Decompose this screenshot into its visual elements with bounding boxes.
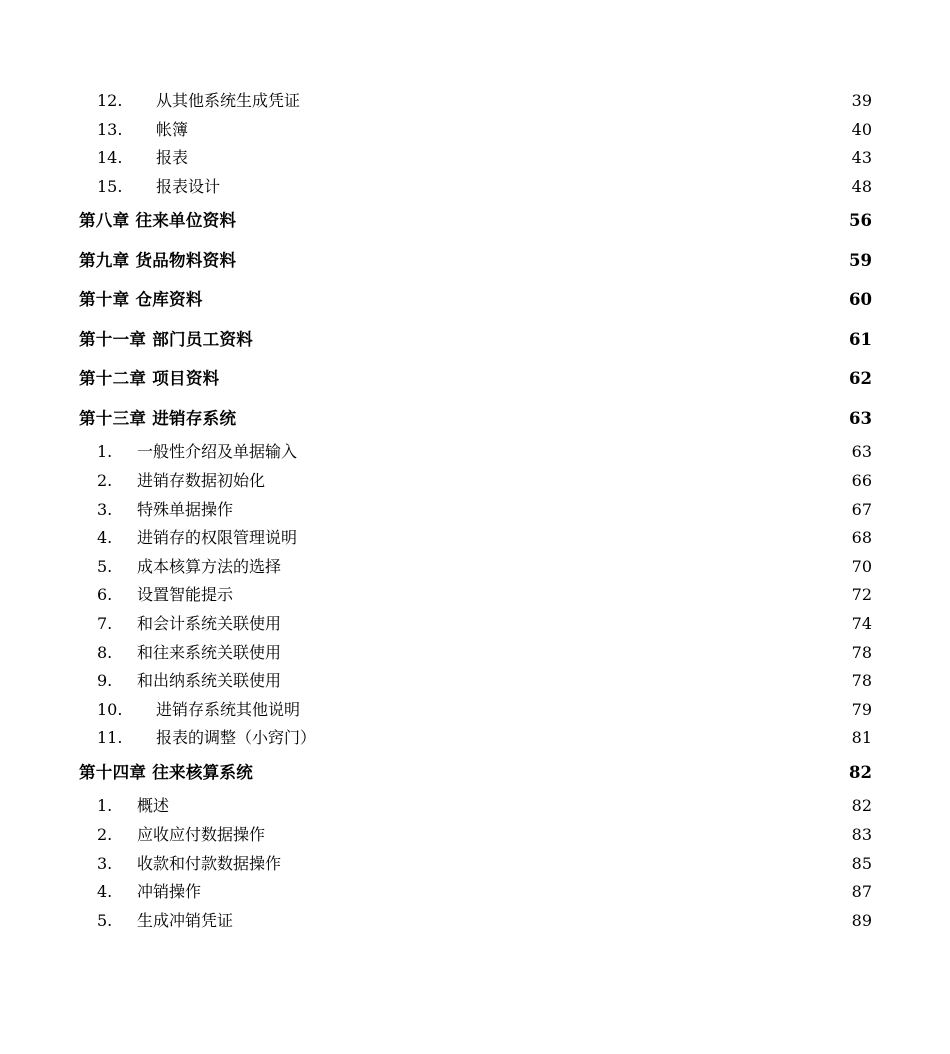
toc-entry-title: 收款和付款数据操作 (137, 853, 282, 873)
toc-entry-number: 4. (97, 882, 113, 902)
toc-chapter-page: 82 (849, 762, 872, 782)
toc-entry-number: 14. (97, 148, 123, 168)
toc-chapter-title: 第八章 往来单位资料 (79, 211, 237, 231)
toc-entry-title: 应收应付数据操作 (137, 825, 266, 844)
toc-entry[interactable] (79, 667, 872, 696)
toc-entry-title: 进销存数据初始化 (137, 470, 266, 490)
toc-chapter-entry[interactable] (79, 359, 872, 399)
table-of-contents (79, 87, 872, 935)
toc-entry[interactable] (79, 878, 872, 907)
toc-chapter-entry[interactable] (79, 753, 872, 793)
toc-chapter-entry[interactable] (79, 280, 872, 320)
toc-entry-title: 从其他系统生成凭证 (156, 91, 301, 110)
toc-entry[interactable] (79, 553, 872, 582)
toc-entry-number: 15. (97, 176, 123, 196)
toc-entry-page: 81 (851, 728, 872, 748)
toc-entry-number: 13. (97, 119, 123, 139)
toc-chapter-title: 第十章 仓库资料 (79, 290, 203, 310)
toc-entry[interactable] (79, 87, 872, 116)
toc-entry-title: 成本核算方法的选择 (137, 556, 282, 576)
toc-entry-number: 4. (97, 528, 113, 548)
toc-entry-title: 生成冲销凭证 (137, 910, 234, 930)
toc-chapter-title: 第十一章 部门员工资料 (79, 329, 254, 349)
toc-entry-number: 7. (97, 613, 113, 633)
toc-entry[interactable] (79, 467, 872, 496)
toc-entry-number: 3. (97, 499, 113, 519)
toc-entry-title: 和出纳系统关联使用 (137, 671, 282, 691)
toc-entry-number: 2. (97, 470, 113, 490)
toc-entry-number: 2. (97, 825, 113, 844)
toc-entry-page: 74 (851, 613, 872, 633)
toc-entry[interactable] (79, 524, 872, 553)
toc-entry-number: 6. (97, 585, 113, 605)
toc-entry-page: 66 (851, 470, 872, 490)
toc-entry-number: 5. (97, 910, 113, 930)
toc-entry-number: 10. (97, 699, 123, 719)
toc-chapter-entry[interactable] (79, 241, 872, 281)
toc-entry-number: 5. (97, 556, 113, 576)
toc-entry-page: 87 (851, 882, 872, 902)
toc-chapter-page: 63 (849, 408, 872, 428)
toc-entry-title: 进销存的权限管理说明 (137, 528, 298, 548)
toc-entry-page: 72 (851, 585, 872, 605)
toc-entry[interactable] (79, 696, 872, 725)
toc-entry-page: 85 (851, 853, 872, 873)
toc-entry[interactable] (79, 792, 872, 821)
toc-entry-number: 1. (97, 442, 113, 462)
toc-entry-title: 一般性介绍及单据输入 (137, 442, 298, 462)
toc-entry-title: 帐簿 (156, 119, 189, 139)
toc-entry-number: 8. (97, 642, 113, 662)
toc-entry-page: 78 (851, 671, 872, 691)
toc-entry-number: 9. (97, 671, 113, 691)
toc-entry-page: 68 (851, 528, 872, 548)
toc-entry-page: 40 (851, 119, 872, 139)
toc-entry[interactable] (79, 116, 872, 145)
toc-entry[interactable] (79, 581, 872, 610)
toc-entry[interactable] (79, 173, 872, 202)
toc-entry-title: 报表的调整（小窍门） (156, 728, 317, 748)
toc-chapter-title: 第十三章 进销存系统 (79, 408, 237, 428)
toc-entry-page: 67 (851, 499, 872, 519)
toc-entry-title: 和会计系统关联使用 (137, 613, 282, 633)
toc-entry-number: 12. (97, 91, 123, 110)
toc-chapter-entry[interactable] (79, 201, 872, 241)
toc-entry-page: 43 (851, 148, 872, 168)
toc-chapter-entry[interactable] (79, 399, 872, 439)
toc-entry-page: 70 (851, 556, 872, 576)
toc-entry-title: 冲销操作 (137, 882, 202, 902)
toc-entry-number: 3. (97, 853, 113, 873)
toc-entry[interactable] (79, 850, 872, 879)
toc-entry-page: 82 (851, 796, 872, 816)
toc-chapter-page: 61 (849, 329, 872, 349)
toc-entry-number: 1. (97, 796, 113, 816)
toc-entry-title: 设置智能提示 (137, 585, 234, 605)
toc-entry-page: 79 (851, 699, 872, 719)
toc-entry-page: 63 (851, 442, 872, 462)
toc-chapter-entry[interactable] (79, 320, 872, 360)
toc-entry[interactable] (79, 724, 872, 753)
toc-entry[interactable] (79, 610, 872, 639)
toc-entry-title: 和往来系统关联使用 (137, 642, 282, 662)
toc-entry-title: 特殊单据操作 (137, 499, 234, 519)
toc-entry-page: 48 (851, 176, 872, 196)
toc-entry-page: 83 (851, 825, 872, 844)
toc-chapter-title: 第十二章 项目资料 (79, 369, 220, 389)
toc-entry-number: 11. (97, 728, 123, 748)
toc-entry-page: 78 (851, 642, 872, 662)
toc-entry-page: 39 (851, 91, 872, 110)
toc-entry[interactable] (79, 496, 872, 525)
toc-entry-title: 报表 (156, 148, 189, 168)
toc-entry[interactable] (79, 821, 872, 850)
toc-chapter-page: 62 (849, 369, 872, 389)
toc-chapter-title: 第九章 货品物料资料 (79, 250, 237, 270)
toc-entry-title: 报表设计 (156, 176, 221, 196)
toc-entry[interactable] (79, 144, 872, 173)
toc-entry[interactable] (79, 639, 872, 668)
toc-chapter-page: 60 (849, 290, 872, 310)
toc-entry[interactable] (79, 438, 872, 467)
toc-chapter-title: 第十四章 往来核算系统 (79, 762, 254, 782)
toc-chapter-page: 56 (849, 211, 872, 231)
toc-chapter-page: 59 (849, 250, 872, 270)
toc-entry-page: 89 (851, 910, 872, 930)
toc-entry[interactable] (79, 907, 872, 936)
toc-entry-title: 进销存系统其他说明 (156, 699, 301, 719)
toc-entry-title: 概述 (137, 796, 170, 816)
